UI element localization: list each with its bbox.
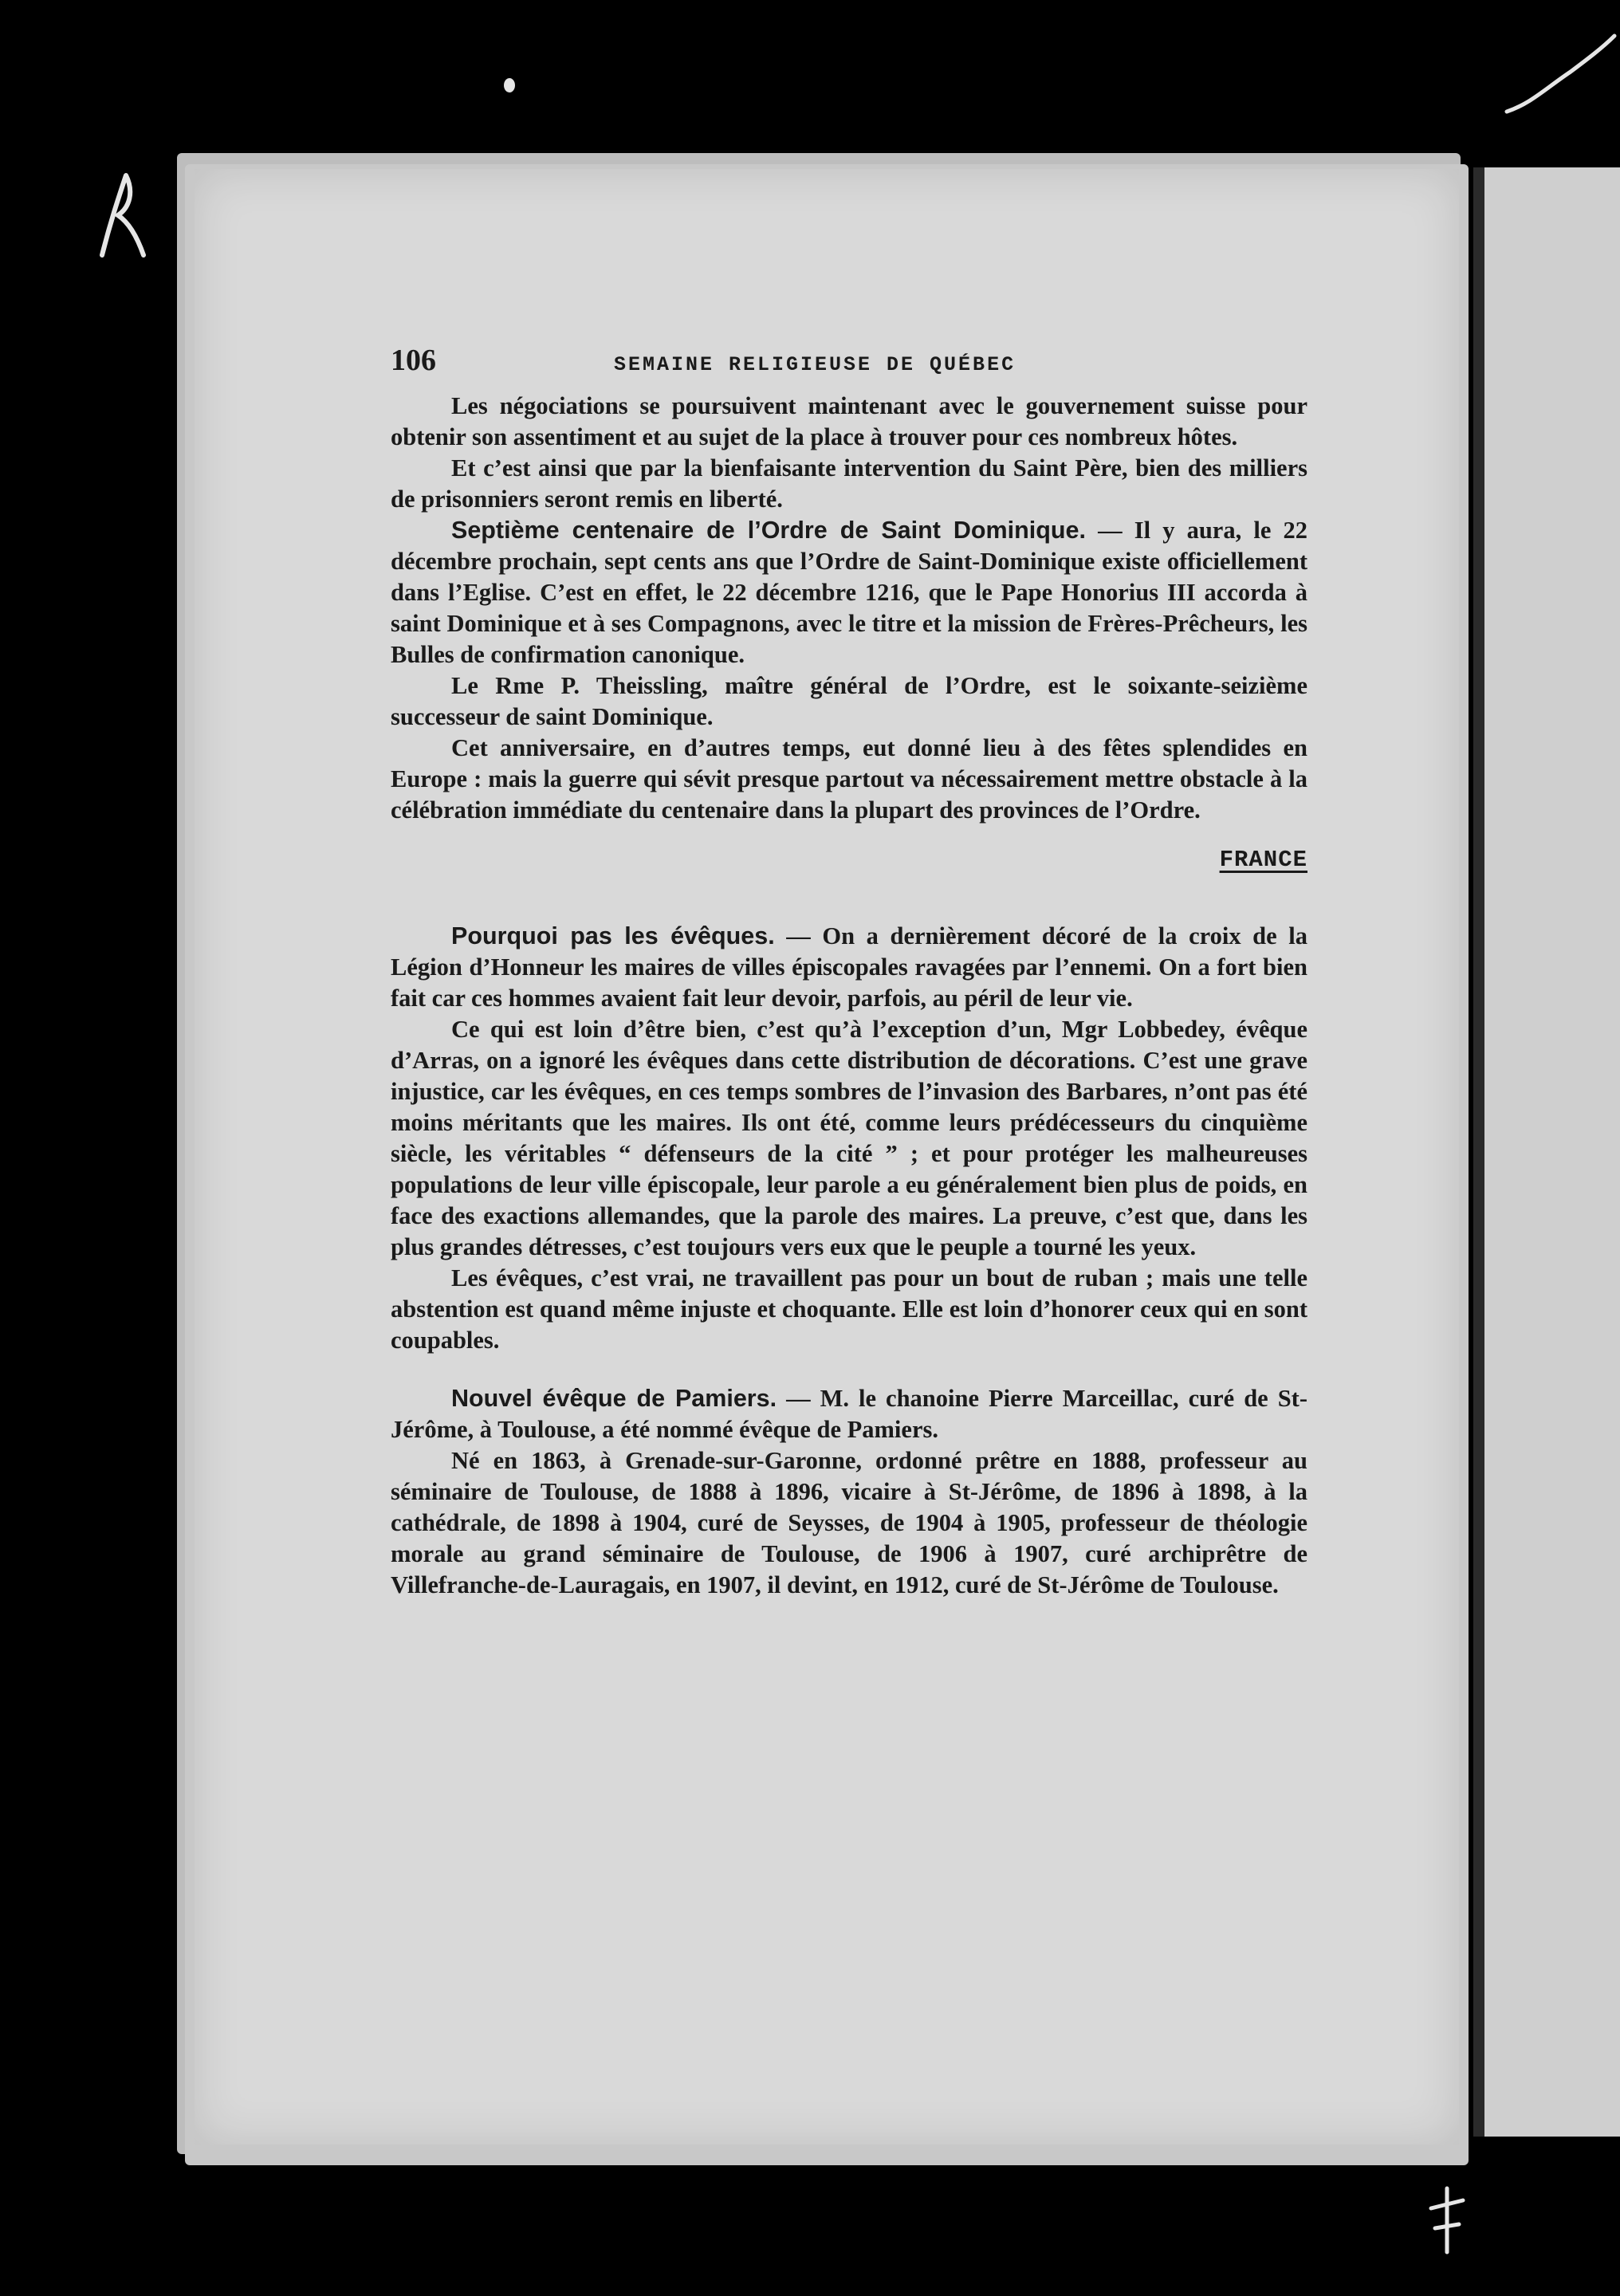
dominic-article-title: Septième centenaire de l’Ordre de Saint Dominique.: [451, 517, 1086, 544]
page-content: [391, 343, 1307, 1601]
dominic-article-paragraph-2: Cet anniversaire, en d’autres temps, eut donné lieu à des fêtes splendides en Europe : mais la guerre qui sévit presque partout va nécessairement mettre obstacle à la célébration immédiate du centenaire dans la plupart des provinces de l’Ordre.: [391, 734, 1307, 824]
bishops-article-title: Pourquoi pas les évêques.: [451, 922, 775, 949]
bishops-article-paragraph-2: Les évêques, c’est vrai, ne travaillent pas pour un bout de ruban ; mais une telle abstention est quand même injuste et choquante. Elle est loin d’honorer ceux qui en sont coupables.: [391, 1264, 1307, 1354]
page-header: [391, 343, 1307, 391]
dominic-article-paragraph-1: Le Rme P. Theissling, maître général de l’Ordre, est le soixante-seizième successeur de saint Dominique.: [391, 672, 1307, 730]
running-head: SEMAINE RELIGIEUSE DE QUÉBEC: [614, 353, 1016, 376]
facing-page-edge: [1484, 167, 1620, 2137]
scan-dust-dot: [504, 78, 515, 92]
section-heading-france: FRANCE: [1219, 847, 1307, 873]
pamiers-article-lead-text: — M. le chanoine Pierre Marceillac, curé de St-Jérôme, à Toulouse, a été nommé évêque de Pamiers.: [391, 1385, 1307, 1443]
scan-mark-left: [94, 167, 150, 263]
page-number: 106: [391, 344, 436, 377]
pamiers-article-title: Nouvel évêque de Pamiers.: [451, 1385, 777, 1412]
bishops-article-lead: [391, 921, 1307, 1014]
pamiers-article-paragraph-1: Né en 1863, à Grenade-sur-Garonne, ordonné prêtre en 1888, professeur au séminaire de Toulouse, de 1888 à 1896, vicaire à St-Jérôme, de 1896 à 1898, à la cathédrale, de 1898 à 1904, curé de Seysses, de 1904 à 1905, professeur de théologie morale au grand séminaire de Toulouse, de 1906 à 1907, curé archiprêtre de Villefranche-de-Lauragais, en 1907, il devint, en 1912, curé de St-Jérôme de Toulouse.: [391, 1447, 1307, 1598]
intro-paragraph-1: Les négociations se poursuivent maintenant avec le gouvernement suisse pour obtenir son assentiment et au sujet de la place à trouver pour ces nombreux hôtes.: [391, 392, 1307, 450]
intro-paragraph-2: Et c’est ainsi que par la bienfaisante intervention du Saint Père, bien des milliers de prisonniers seront remis en liberté.: [391, 454, 1307, 513]
bishops-article-lead-text: — On a dernièrement décoré de la croix de la Légion d’Honneur les maires de villes épiscopales ravagées par l’ennemi. On a fort bien fait car ces hommes avaient fait leur devoir, parfois, au péril de leur vie.: [391, 922, 1308, 1012]
scan-mark-bottom-right: [1419, 2184, 1475, 2256]
dominic-article-lead-text: — Il y aura, le 22 décembre prochain, sept cents ans que l’Ordre de Saint-Dominique existe officiellement dans l’Eglise. C’est en effet, le 22 décembre 1216, que le Pape Honorius III accorda à saint Dominique et à ses Compagnons, avec le titre et la mission de Frères-Prêcheurs, les Bulles de confirmation canonique.: [391, 517, 1308, 668]
article-spacer: [391, 1356, 1307, 1383]
pamiers-article-lead: [391, 1383, 1307, 1445]
dominic-article-lead: [391, 515, 1307, 670]
scan-mark-top-right: [1499, 32, 1618, 120]
bishops-article-paragraph-1: Ce qui est loin d’être bien, c’est qu’à l’exception d’un, Mgr Lobbedey, évêque d’Arras, on a ignoré les évêques dans cette distribution de décorations. C’est une grave injustice, car les évêques, en ces temps sombres de l’invasion des Barbares, n’ont pas été moins méritants que les maires. Ils ont été, comme leurs prédécesseurs du cinquième siècle, les véritables “ défenseurs de la cité ” ; et pour protéger les malheureuses populations de leur ville épiscopale, leur parole a eu généralement bien plus de poids, en face des exactions allemandes, que la parole des maires. La preuve, c’est que, dans les plus grandes détresses, c’est toujours vers eux que le peuple a tourné les yeux.: [391, 1016, 1307, 1260]
